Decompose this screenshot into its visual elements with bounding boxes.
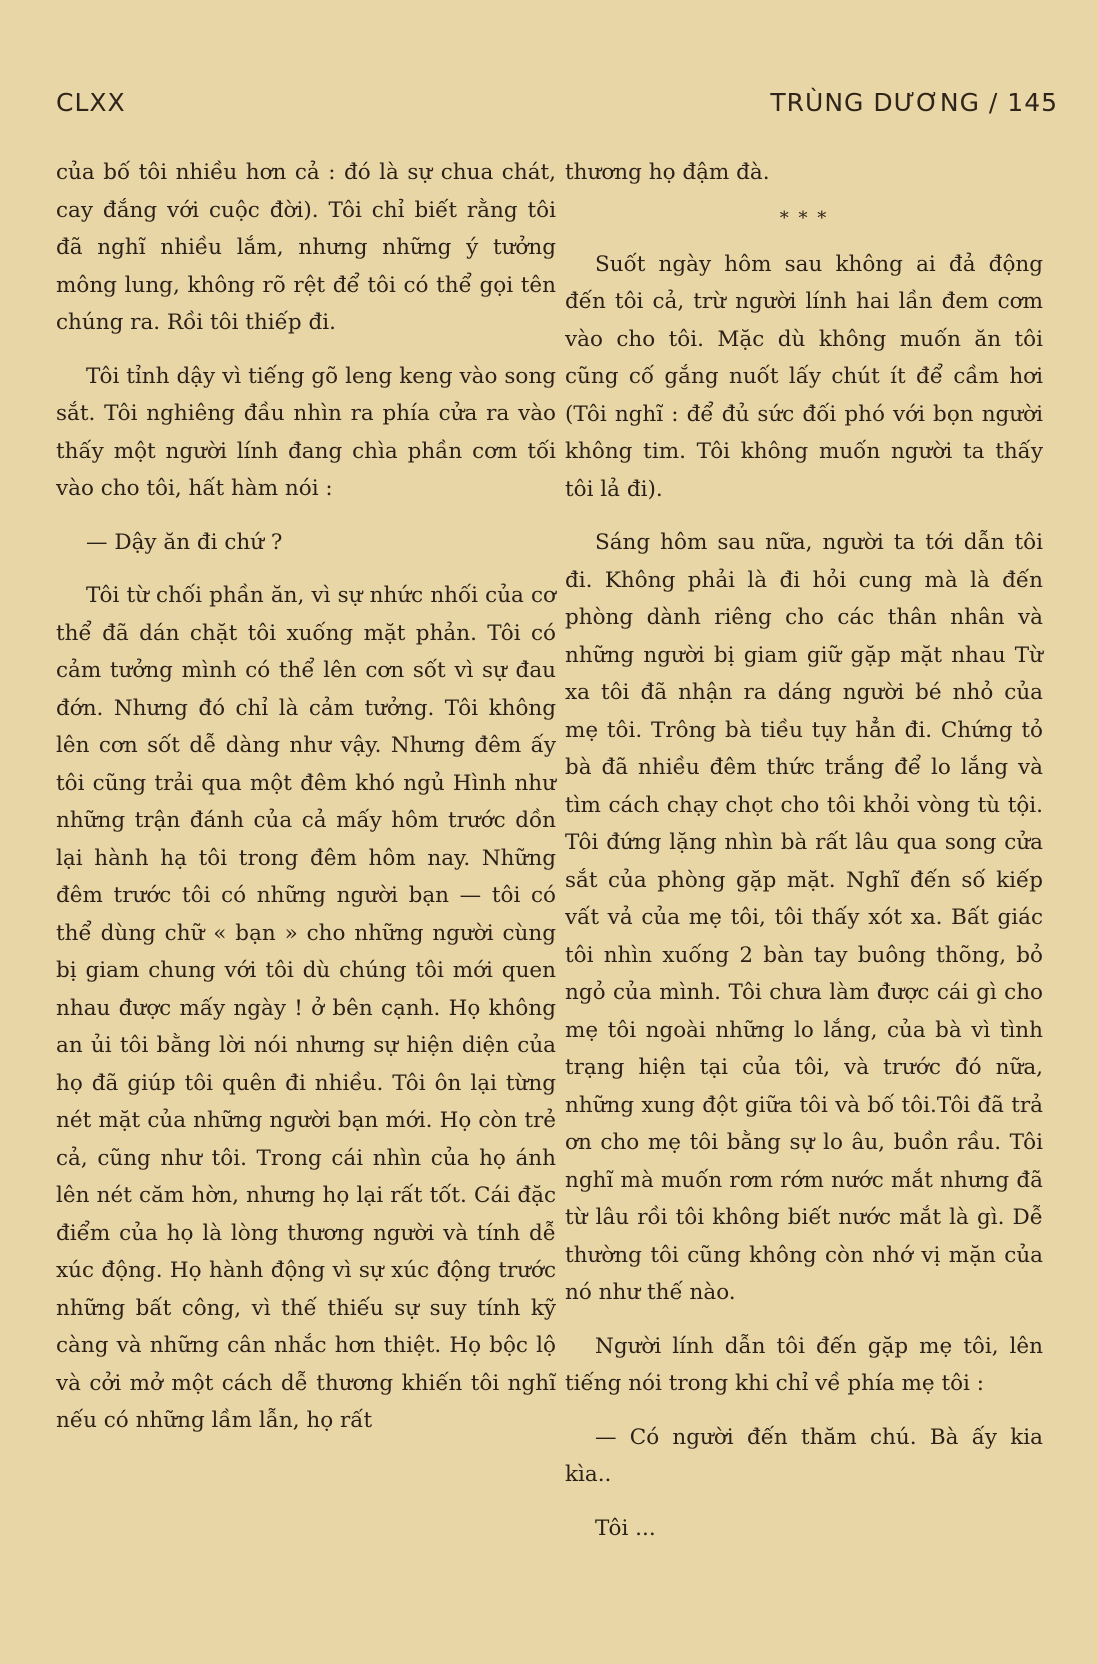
dialogue-line: — Dậy ăn đi chứ ? [86, 529, 283, 555]
paragraph: Tôi tỉnh dậy vì tiếng gõ leng keng vào song sắt. Tôi nghiêng đầu nhìn ra phía cửa ra vào thấy một người lính đang chìa phần cơm tối vào cho tôi, hất hàm nói : [56, 363, 556, 501]
section-break: * * * [779, 207, 829, 229]
paragraph: Tôi từ chối phần ăn, vì sự nhức nhối của cơ thể đã dán chặt tôi xuống mặt phản. Tôi có cảm tưởng mình có thể lên cơn sốt vì sự đau đớn. Nhưng đó chỉ là cảm tưởng. Tôi không lên cơn sốt dễ dàng như vậy. Nhưng đêm ấy tôi cũng trải qua một đêm khó ngủ Hình như những trận đánh của cả mấy hôm trước dồn lại hành hạ tôi trong đêm hôm nay. Những đêm trước tôi có những người bạn — tôi có thể dùng chữ « bạn » cho những người cùng bị giam chung với tôi dù chúng tôi mới quen nhau được mấy ngày ! ở bên cạnh. Họ không an ủi tôi bằng lời nói nhưng sự hiện diện của họ đã giúp tôi quên đi nhiều. Tôi ôn lại từng nét mặt của những người bạn mới. Họ còn trẻ cả, cũng như tôi. Trong cái nhìn của họ ánh lên nét căm hờn, nhưng họ lại rất tốt. Cái đặc điểm của họ là lòng thương người và tính dễ xúc động. Họ hành động vì sự xúc động trước những bất công, vì thế thiếu sự suy tính kỹ càng và những cân nhắc hơn thiệt. Họ bộc lộ và cởi mở một cách dễ thương khiến tôi nghĩ nếu có những lầm lẫn, họ rất [56, 583, 556, 1433]
right-column [565, 154, 1043, 1547]
paragraph: Tôi ... [595, 1515, 656, 1541]
left-column [56, 154, 556, 1440]
page-header [56, 88, 1058, 128]
paragraph: Người lính dẫn tôi đến gặp mẹ tôi, lên tiếng nói trong khi chỉ về phía mẹ tôi : [565, 1333, 1043, 1396]
paragraph: Sáng hôm sau nữa, người ta tới dẫn tôi đi. Không phải là đi hỏi cung mà là đến phòng dành riêng cho các thân nhân và những người bị giam giữ gặp mặt nhau Từ xa tôi đã nhận ra dáng người bé nhỏ của mẹ tôi. Trông bà tiều tụy hẳn đi. Chứng tỏ bà đã nhiều đêm thức trắng để lo lắng và tìm cách chạy chọt cho tôi khỏi vòng tù tội. Tôi đứng lặng nhìn bà rất lâu qua song cửa sắt của phòng gặp mặt. Nghĩ đến số kiếp vất vả của mẹ tôi, tôi thấy xót xa. Bất giác tôi nhìn xuống 2 bàn tay buông thõng, bỏ ngỏ của mình. Tôi chưa làm được cái gì cho mẹ tôi ngoài những lo lắng, của bà vì tình trạng hiện tại của tôi, và trước đó nữa, những xung đột giữa tôi và bố tôi.Tôi đã trả ơn cho mẹ tôi bằng sự lo âu, buồn rầu. Tôi nghĩ mà muốn rơm rớm nước mắt nhưng đã từ lâu rồi tôi không biết nước mắt là gì. Dễ thường tôi cũng không còn nhớ vị mặn của nó như thế nào. [565, 530, 1043, 1305]
paragraph: thương họ đậm đà. [565, 160, 770, 185]
paragraph: Suốt ngày hôm sau không ai đả động đến tôi cả, trừ người lính hai lần đem cơm vào cho tôi. Mặc dù không muốn ăn tôi cũng cố gắng nuốt lấy chút ít để cầm hơi (Tôi nghĩ : để đủ sức đối phó với bọn người không tim. Tôi không muốn người ta thấy tôi lả đi). [565, 251, 1043, 502]
chapter-number: CLXX [56, 88, 126, 117]
dialogue-line: — Có người đến thăm chú. Bà ấy kia kìa.. [565, 1424, 1043, 1487]
running-head-author-page: TRÙNG DƯƠNG / 145 [770, 88, 1058, 117]
paragraph: của bố tôi nhiều hơn cả : đó là sự chua chát, cay đắng với cuộc đời). Tôi chỉ biết rằng tôi đã nghĩ nhiều lắm, nhưng những ý tưởng mông lung, không rõ rệt để tôi có thể gọi tên chúng ra. Rồi tôi thiếp đi. [56, 160, 556, 335]
